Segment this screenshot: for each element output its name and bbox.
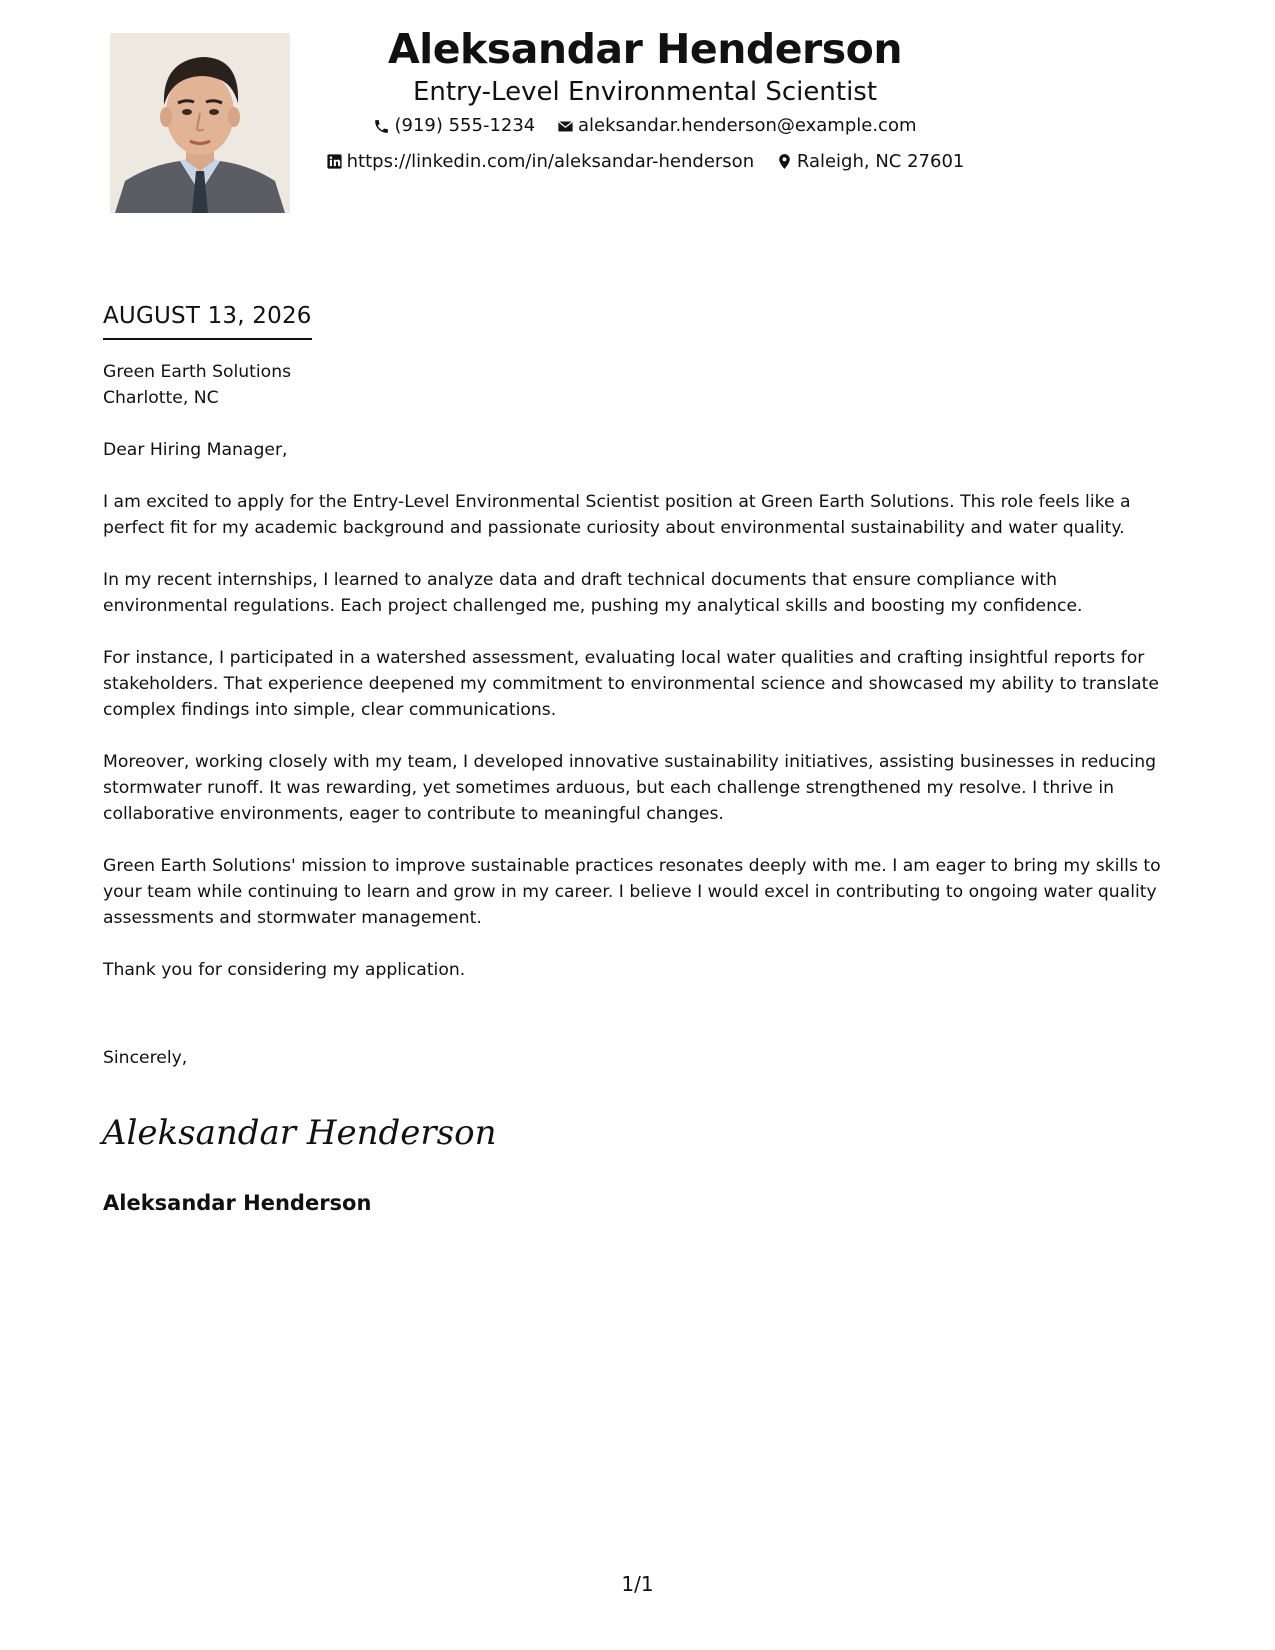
paragraph-2: In my recent internships, I learned to analyze data and draft technical documents that ensure compliance with environmental regulations. Each project challenged me, pushing my analytical skills and boosting my confidence. [103,570,1083,616]
phone-icon [373,118,390,135]
paragraph-5: Green Earth Solutions' mission to improve sustainable practices resonates deeply with me. I am eager to bring my skills to your team while continuing to learn and grow in my career. I believe I would excel in contributing to ongoing water quality assessments and stormwater management. [103,856,1161,928]
location-text: Raleigh, NC 27601 [796,150,965,172]
recipient-location: Charlotte, NC [103,388,219,408]
envelope-icon [557,118,574,135]
applicant-name: Aleksandar Henderson [387,25,903,73]
signed-name: Aleksandar Henderson [103,1191,372,1215]
contact-row-primary [300,110,990,146]
letter-date: AUGUST 13, 2026 [103,300,312,340]
signature [100,1100,497,1160]
linkedin-text: https://linkedin.com/in/aleksandar-henderson [346,150,755,172]
closing: Sincerely, [103,1048,188,1068]
linkedin-icon [326,153,343,170]
contact-linkedin [326,146,754,178]
contact-row-secondary [300,146,990,182]
paragraph-6: Thank you for considering my application. [103,960,466,980]
contact-email [557,110,917,142]
signature-script: Aleksandar Henderson [102,1113,497,1153]
contact-phone [373,110,535,142]
phone-text: (919) 555-1234 [394,115,536,136]
email-text: aleksandar.henderson@example.com [578,115,917,136]
paragraph-1: I am excited to apply for the Entry-Level Environmental Scientist position at Green Earth Solutions. This role feels like a perfect fit for my academic background and passionate curiosity about environmental sustainability and water quality. [103,492,1131,538]
profile-photo [110,33,290,213]
header [300,22,990,181]
map-pin-icon [776,153,793,170]
applicant-job-title: Entry-Level Environmental Scientist [412,77,878,107]
paragraph-3: For instance, I participated in a watershed assessment, evaluating local water qualities and crafting insightful reports for stakeholders. That experience deepened my commitment to environmental science and showcased my ability to translate complex findings into simple, clear communications. [103,648,1159,720]
recipient-block [103,359,1183,411]
paragraph-4: Moreover, working closely with my team, I developed innovative sustainability initiatives, assisting businesses in reducing stormwater runoff. It was rewarding, yet sometimes arduous, but each challenge strengthened my resolve. I thrive in collaborative environments, eager to contribute to meaningful changes. [103,752,1157,824]
salutation: Dear Hiring Manager, [103,440,288,460]
letter-body [103,359,1183,1009]
page-number: 1/1 [621,1572,654,1596]
recipient-company: Green Earth Solutions [103,362,292,382]
contact-location [776,146,965,178]
